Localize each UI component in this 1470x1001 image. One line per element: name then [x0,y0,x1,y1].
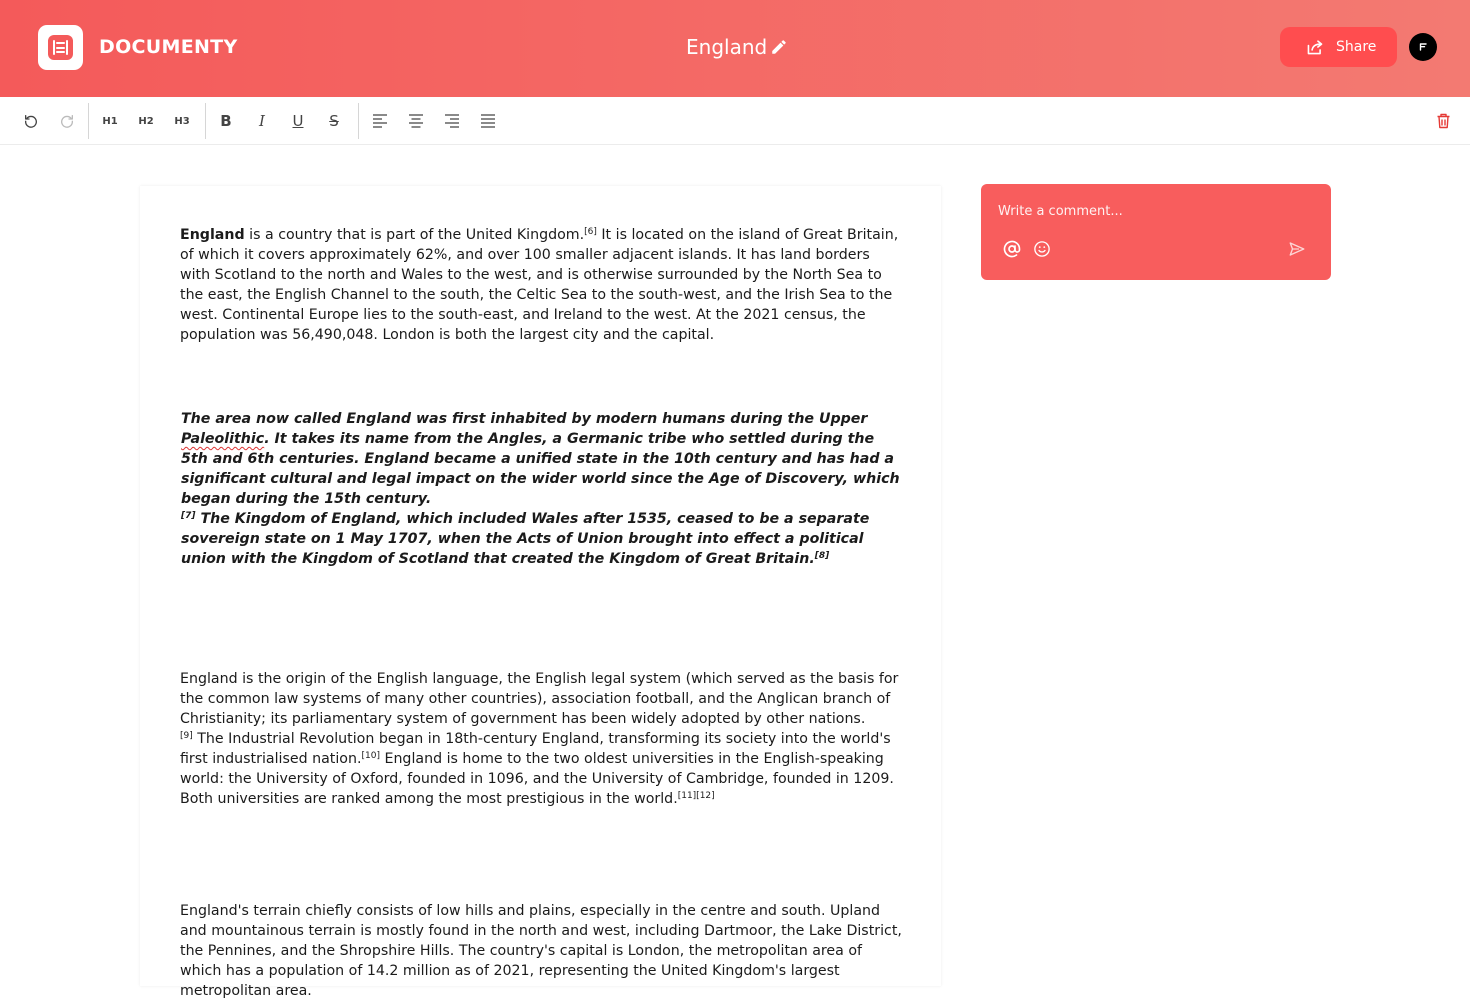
text: England is home to the two oldest universities in the English-speaking world: the University of Oxford, founded in 1096, and the University of Cambridge, founded in 1209. Both universities are ranked among the most prestigious in the world. [180,751,894,807]
citation[interactable]: [7] [181,511,196,521]
toolbar-divider [358,103,359,139]
user-avatar[interactable] [1409,33,1437,61]
document-page[interactable] [140,186,941,999]
citation[interactable]: [9] [180,731,193,741]
bold-button[interactable]: B [220,112,232,130]
trash-icon[interactable] [1431,109,1455,133]
text: . It takes its name from the Angles, a Germanic tribe who settled during the 5th and 6th centuries. England became a unified state in the 10th century and has had a significant cultural and legal impact on the wider world since the Age of Discovery, which began during the 15th century. [181,431,900,507]
app-header [0,0,1470,97]
citation[interactable]: [11][12] [677,791,715,801]
share-icon [1306,39,1324,55]
citation[interactable]: [10] [361,751,380,761]
citation[interactable]: [8] [814,551,830,561]
app-logo[interactable] [38,25,83,70]
undo-icon[interactable] [19,109,43,133]
align-right-icon[interactable] [440,109,464,133]
text: The area now called England was first inhabited by modern humans during the Upper [181,411,868,427]
brand-name: DOCUMENTY [99,36,238,58]
document-title[interactable]: England [686,35,768,59]
align-left-icon[interactable] [368,109,392,133]
toolbar-divider [88,103,89,139]
text: England's terrain chiefly consists of low hills and plains, especially in the centre and south. Upland and mountainous terrain is mostly found in the north and west, including Dartmoor, the Lake District, the Pennines, and the Shropshire Hills. The country's capital is London, the metropolitan area of which has a population of 14.2 million as of 2021, representing the United Kingdom's largest metropolitan area. [180,903,902,999]
text: The Industrial Revolution began in 18th-century England, transforming its society into the world's first industrialised nation. [180,731,891,767]
text: It is located on the island of Great Britain, of which it covers approximately 62%, and over 100 smaller adjacent islands. It has land borders with Scotland to the north and Wales to the west, and is otherwise surrounded by the North Sea to the east, the English Channel to the south, the Celtic Sea to the south-west, and the Irish Sea to the west. Continental Europe lies to the south-east, and Ireland to the west. At the 2021 census, the population was 56,490,048. London is both the largest city and the capital. [180,227,899,343]
redo-icon[interactable] [55,109,79,133]
mention-icon[interactable] [1003,240,1021,258]
avatar-f-icon [1409,33,1437,61]
paragraph-geography[interactable] [180,901,902,1001]
text: is a country that is part of the United Kingdom. [244,227,585,243]
italic-button[interactable]: I [259,112,265,130]
pencil-icon[interactable] [770,38,788,56]
bold-lead: England [180,227,245,243]
underline-button[interactable]: U [292,112,304,130]
text: England is the origin of the English language, the English legal system (which served as the basis for the common law systems of many other countries), association football, and the Anglican branch of Christianity; its parliamentary system of government has been widely adopted by other nations. [180,671,899,727]
paragraph-intro[interactable] [180,225,902,345]
heading-1-button[interactable]: H1 [102,115,118,127]
align-center-icon[interactable] [404,109,428,133]
share-button[interactable] [1280,27,1397,67]
comment-input[interactable]: Write a comment... [998,204,1123,219]
document-logo-icon [48,35,73,60]
paragraph-history[interactable] [181,409,903,569]
send-icon[interactable] [1288,240,1306,258]
emoji-icon[interactable] [1033,240,1051,258]
strikethrough-button[interactable]: S [329,112,339,130]
heading-3-button[interactable]: H3 [174,115,190,127]
toolbar-divider [205,103,206,139]
spellcheck-word[interactable]: Paleolithic [181,431,265,447]
heading-2-button[interactable]: H2 [138,115,154,127]
comment-box [981,184,1331,280]
share-label: Share [1336,39,1377,55]
citation[interactable]: [6] [584,227,597,237]
paragraph-culture[interactable] [180,669,902,809]
align-justify-icon[interactable] [476,109,500,133]
formatting-toolbar [0,97,1470,145]
text: The Kingdom of England, which included Wales after 1535, ceased to be a separate sovereign state on 1 May 1707, when the Acts of Union brought into effect a political union with the Kingdom of Scotland that created the Kingdom of Great Britain. [181,511,870,567]
